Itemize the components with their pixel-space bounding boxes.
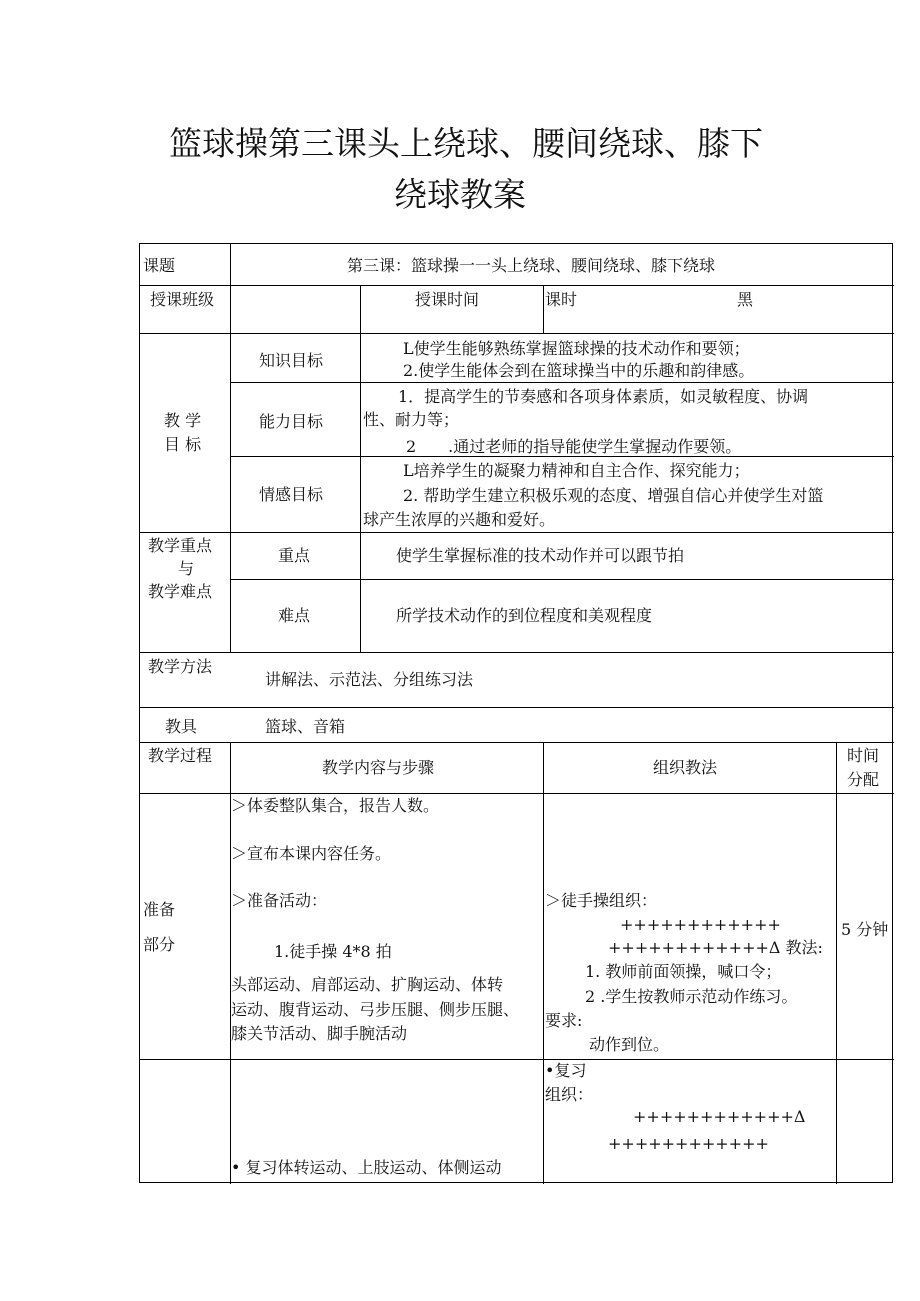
prep-label-1: 准备 (143, 900, 176, 919)
period-label: 课时 (545, 290, 578, 309)
method-value: 讲解法、示范法、分组练习法 (265, 670, 474, 689)
class-label: 授课班级 (150, 290, 215, 309)
row-divider (140, 333, 894, 334)
col-divider (543, 285, 544, 333)
prep-content-1: ＞体委整队集合，报告人数。 (231, 796, 440, 815)
ability-goal-line-2: 性、耐力等； (363, 410, 460, 429)
difficult-point-label: 难点 (278, 606, 311, 625)
row-divider (140, 707, 894, 708)
row-divider (140, 285, 894, 286)
row-divider (140, 652, 894, 653)
topic-value: 第三课：篮球操一一头上绕球、腰间绕球、膝下绕球 (347, 256, 716, 275)
row-divider (140, 1059, 894, 1060)
row-divider (140, 793, 894, 794)
row-divider (140, 742, 894, 743)
col-divider (836, 742, 837, 1184)
knowledge-goal-line-1: L使学生能够熟练掌握篮球操的技术动作和要领； (403, 339, 750, 358)
col-divider (230, 244, 231, 652)
difficult-point-value: 所学技术动作的到位程度和美观程度 (396, 606, 653, 625)
review-org-2: 组织： (545, 1085, 594, 1104)
prep-time: 5 分钟 (841, 920, 889, 939)
process-label: 教学过程 (148, 746, 213, 765)
col-header-organization: 组织教法 (653, 758, 718, 777)
prep-org-7: 动作到位。 (589, 1035, 670, 1054)
review-org-4: ++++++++++++ (608, 1134, 769, 1153)
ability-goal-line-1: 1．提高学生的节奏感和各项身体素质，如灵敏程度、协调 (398, 387, 809, 406)
emotion-goal-line-1: L培养学生的凝聚力精神和自主合作、探究能力； (403, 461, 750, 480)
prep-content-2: ＞宣布本课内容任务。 (231, 844, 392, 863)
period-value: 黑 (737, 290, 754, 309)
topic-label: 课题 (143, 256, 176, 275)
page-title-line-1: 篮球操第三课头上绕球、腰间绕球、膝下 (169, 124, 763, 163)
prep-label-2: 部分 (143, 935, 176, 954)
col-divider (360, 285, 361, 652)
tools-value: 篮球、音箱 (265, 717, 346, 736)
col-divider (543, 742, 544, 1184)
time-label: 授课时间 (415, 290, 480, 309)
prep-content-6: 运动、腹背运动、弓步压腿、侧步压腿、 (231, 1000, 520, 1019)
goals-label: 教 学 目 标 (164, 411, 202, 454)
key-point-label: 重点 (278, 546, 311, 565)
col-header-content: 教学内容与步骤 (322, 758, 435, 777)
ability-goal-line-3: 2 .通过老师的指导能使学生掌握动作要领。 (406, 437, 742, 456)
prep-org-3: ++++++++++++Δ 教法: (608, 938, 823, 957)
prep-org-6: 要求: (545, 1011, 583, 1030)
tools-label: 教具 (165, 717, 198, 736)
keypoints-label-1: 教学重点 (148, 536, 213, 555)
keypoints-label-2: 与 (178, 559, 195, 578)
prep-org-1: ＞徒手操组织： (545, 891, 658, 910)
review-content-1: • 复习体转运动、上肢运动、体侧运动 (231, 1158, 502, 1177)
col-header-time-2: 分配 (847, 770, 880, 789)
prep-content-4: 1.徒手操 4*8 拍 (274, 942, 392, 961)
row-divider (140, 532, 894, 533)
review-org-3: ++++++++++++Δ (633, 1107, 806, 1126)
col-header-time-1: 时间 (847, 746, 880, 765)
emotion-goal-label: 情感目标 (259, 485, 324, 504)
knowledge-goal-label: 知识目标 (259, 351, 324, 370)
row-divider (230, 382, 894, 383)
review-org-1: •复习 (545, 1061, 587, 1080)
emotion-goal-line-2: 2. 帮助学生建立积极乐观的态度、增强自信心并使学生对篮 (403, 486, 824, 505)
knowledge-goal-line-2: 2.使学生能体会到在篮球操当中的乐趣和韵律感。 (403, 361, 755, 380)
prep-content-7: 膝关节活动、脚手腕活动 (231, 1024, 408, 1043)
prep-org-5: 2 .学生按教师示范动作练习。 (585, 987, 798, 1006)
prep-content-3: ＞准备活动： (231, 891, 328, 910)
page-title-line-2: 绕球教案 (394, 175, 526, 214)
keypoints-label-3: 教学难点 (148, 582, 213, 601)
prep-content-5: 头部运动、肩部运动、扩胸运动、体转 (231, 975, 504, 994)
lesson-plan-table (139, 243, 893, 1183)
prep-org-4: 1. 教师前面领操，喊口令； (585, 962, 782, 981)
ability-goal-label: 能力目标 (259, 412, 324, 431)
key-point-value: 使学生掌握标准的技术动作并可以跟节拍 (396, 546, 685, 565)
prep-org-2: ++++++++++++ (620, 915, 781, 934)
method-label: 教学方法 (148, 657, 213, 676)
emotion-goal-line-3: 球产生浓厚的兴趣和爱好。 (363, 510, 556, 529)
row-divider (230, 579, 894, 580)
